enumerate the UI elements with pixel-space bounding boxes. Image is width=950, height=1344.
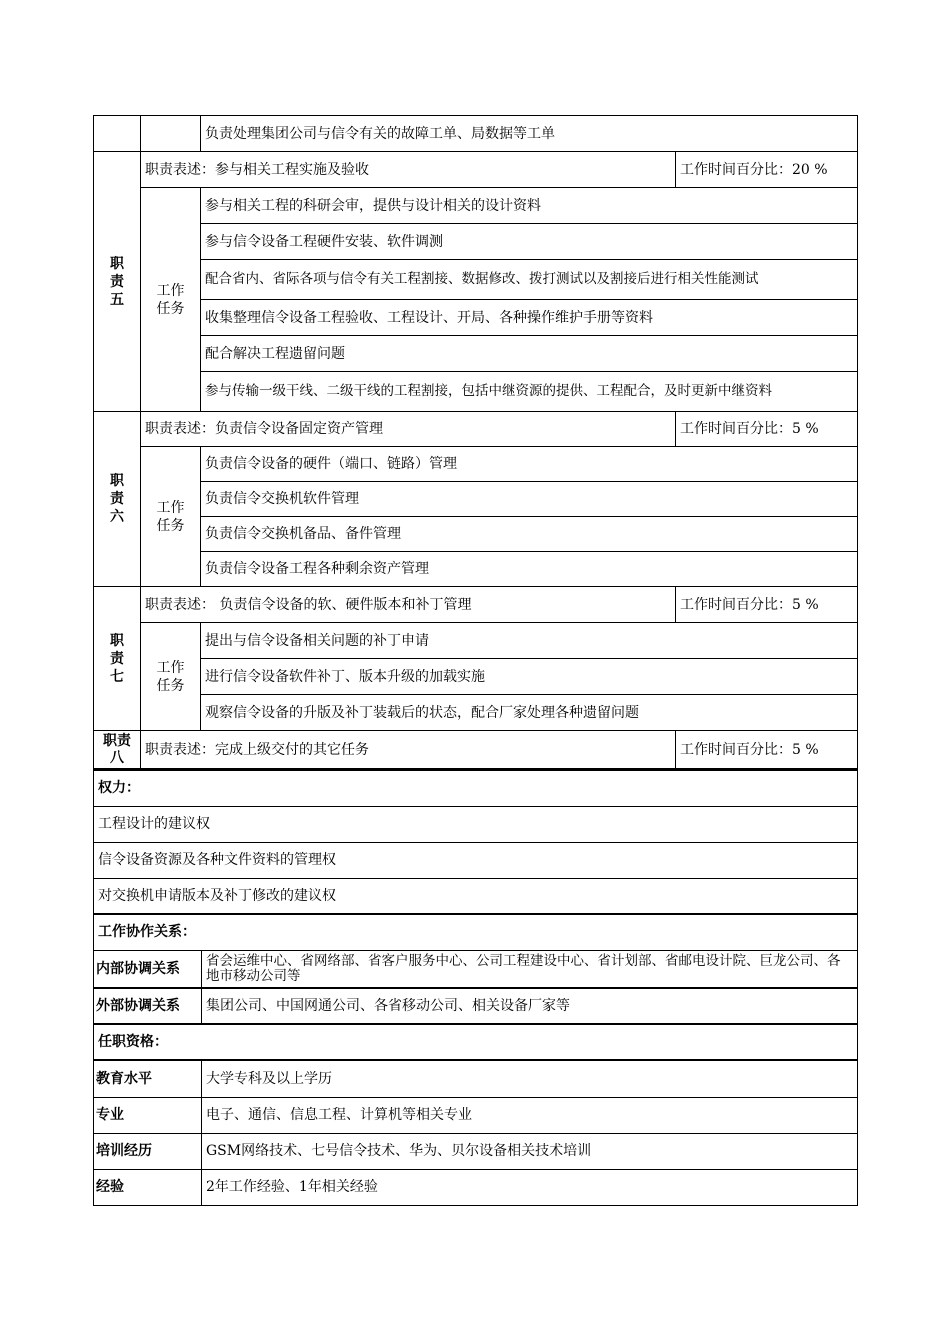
qualification-label: 教育水平 bbox=[94, 1060, 202, 1097]
power-item: 对交换机申请版本及补丁修改的建议权 bbox=[94, 878, 858, 914]
qualification-row bbox=[94, 1169, 858, 1205]
internal-cooperation-label: 内部协调关系 bbox=[94, 950, 202, 988]
task-row bbox=[94, 300, 858, 336]
power-heading: 权力： bbox=[94, 770, 858, 806]
duty7-statement-row bbox=[94, 587, 858, 623]
duty6-statement: 职责表述：负责信令设备固定资产管理 bbox=[141, 412, 676, 447]
qualification-value: 2年工作经验、1年相关经验 bbox=[202, 1169, 858, 1205]
cooperation-heading-row bbox=[94, 914, 858, 950]
internal-cooperation-row bbox=[94, 950, 858, 988]
duty8-time-percent: 工作时间百分比：5 % bbox=[676, 731, 858, 769]
qualification-label: 专业 bbox=[94, 1097, 202, 1133]
duty7-statement: 职责表述： 负责信令设备的软、硬件版本和补丁管理 bbox=[141, 587, 676, 623]
task-text: 参与信令设备工程硬件安装、软件调测 bbox=[201, 224, 858, 260]
duty6-task-label: 工作 任务 bbox=[141, 447, 201, 587]
task-text: 负责信令交换机软件管理 bbox=[201, 482, 858, 517]
duty7-label: 职 责 七 bbox=[94, 587, 141, 731]
power-item-row bbox=[94, 842, 858, 878]
duty5-statement-row bbox=[94, 152, 858, 188]
task-row bbox=[94, 224, 858, 260]
empty-sub-cell bbox=[141, 116, 201, 152]
duty7-task-label: 工作 任务 bbox=[141, 623, 201, 731]
qualification-row bbox=[94, 1097, 858, 1133]
task-row bbox=[94, 659, 858, 695]
duty-table bbox=[93, 115, 858, 769]
power-item-row bbox=[94, 878, 858, 914]
qualification-label: 培训经历 bbox=[94, 1133, 202, 1169]
duty5-statement: 职责表述：参与相关工程实施及验收 bbox=[141, 152, 676, 188]
qualification-heading: 任职资格： bbox=[94, 1024, 858, 1060]
internal-cooperation-value: 省会运维中心、省网络部、省客户服务中心、公司工程建设中心、省计划部、省邮电设计院、巨龙公司、各地市移动公司等 bbox=[202, 950, 858, 988]
power-item: 工程设计的建议权 bbox=[94, 806, 858, 842]
qualification-label: 经验 bbox=[94, 1169, 202, 1205]
external-cooperation-row bbox=[94, 988, 858, 1024]
duty6-label: 职 责 六 bbox=[94, 412, 141, 587]
duty7-time-percent: 工作时间百分比：5 % bbox=[676, 587, 858, 623]
task-row bbox=[94, 623, 858, 659]
duty5-time-percent: 工作时间百分比：20 % bbox=[676, 152, 858, 188]
qualification-heading-row bbox=[94, 1024, 858, 1060]
duty4-last-task-row bbox=[94, 116, 858, 152]
task-row bbox=[94, 482, 858, 517]
duty5-task-label: 工作 任务 bbox=[141, 188, 201, 412]
qualification-row bbox=[94, 1060, 858, 1097]
external-cooperation-label: 外部协调关系 bbox=[94, 988, 202, 1024]
task-text: 负责处理集团公司与信令有关的故障工单、局数据等工单 bbox=[201, 116, 858, 152]
qualification-value: 电子、通信、信息工程、计算机等相关专业 bbox=[202, 1097, 858, 1133]
duty6-time-percent: 工作时间百分比：5 % bbox=[676, 412, 858, 447]
task-row bbox=[94, 372, 858, 412]
task-text: 配合解决工程遗留问题 bbox=[201, 336, 858, 372]
task-text: 负责信令设备工程各种剩余资产管理 bbox=[201, 552, 858, 587]
task-text: 配合省内、省际各项与信令有关工程割接、数据修改、拨打测试以及割接后进行相关性能测试 bbox=[201, 260, 858, 300]
power-cooperation-qualification-table bbox=[93, 769, 858, 1206]
task-text: 观察信令设备的升版及补丁装载后的状态，配合厂家处理各种遗留问题 bbox=[201, 695, 858, 731]
power-item: 信令设备资源及各种文件资料的管理权 bbox=[94, 842, 858, 878]
task-row bbox=[94, 336, 858, 372]
task-text: 负责信令设备的硬件（端口、链路）管理 bbox=[201, 447, 858, 482]
task-row bbox=[94, 552, 858, 587]
task-row bbox=[94, 188, 858, 224]
external-cooperation-value: 集团公司、中国网通公司、各省移动公司、相关设备厂家等 bbox=[202, 988, 858, 1024]
task-text: 负责信令交换机备品、备件管理 bbox=[201, 517, 858, 552]
duty8-label: 职责 八 bbox=[94, 731, 141, 769]
task-row bbox=[94, 517, 858, 552]
task-row bbox=[94, 447, 858, 482]
job-description-page bbox=[93, 115, 857, 1206]
power-heading-row bbox=[94, 770, 858, 806]
task-row bbox=[94, 695, 858, 731]
qualification-value: GSM网络技术、七号信令技术、华为、贝尔设备相关技术培训 bbox=[202, 1133, 858, 1169]
duty8-statement: 职责表述：完成上级交付的其它任务 bbox=[141, 731, 676, 769]
task-text: 提出与信令设备相关问题的补丁申请 bbox=[201, 623, 858, 659]
power-item-row bbox=[94, 806, 858, 842]
qualification-value: 大学专科及以上学历 bbox=[202, 1060, 858, 1097]
cooperation-heading: 工作协作关系： bbox=[94, 914, 858, 950]
task-text: 参与传输一级干线、二级干线的工程割接，包括中继资源的提供、工程配合，及时更新中继资料 bbox=[201, 372, 858, 412]
task-text: 进行信令设备软件补丁、版本升级的加载实施 bbox=[201, 659, 858, 695]
duty8-statement-row bbox=[94, 731, 858, 769]
task-text: 参与相关工程的科研会审，提供与设计相关的设计资料 bbox=[201, 188, 858, 224]
duty6-statement-row bbox=[94, 412, 858, 447]
task-row bbox=[94, 260, 858, 300]
empty-label-cell bbox=[94, 116, 141, 152]
qualification-row bbox=[94, 1133, 858, 1169]
task-text: 收集整理信令设备工程验收、工程设计、开局、各种操作维护手册等资料 bbox=[201, 300, 858, 336]
duty5-label: 职 责 五 bbox=[94, 152, 141, 412]
